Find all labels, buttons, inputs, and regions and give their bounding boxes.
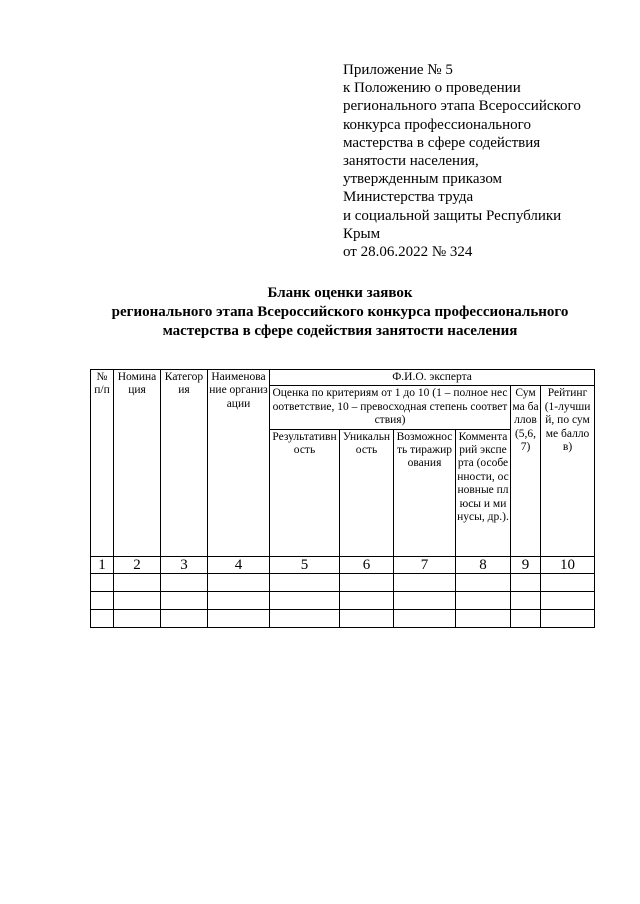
column-numbers-row xyxy=(91,556,595,573)
appendix-line: Приложение № 5 xyxy=(343,62,453,78)
header-col-results: Результативность xyxy=(270,429,340,556)
title-line: регионального этапа Всероссийского конкурса профессионального xyxy=(111,304,569,320)
header-col-rating: Рейтинг (1-лучший, по сумме баллов) xyxy=(541,386,595,556)
header-col-organization: Наименование организации xyxy=(208,370,270,557)
header-col-comment: Комментарий эксперта (особенности, основные плюсы и минусы, др.). xyxy=(456,429,511,556)
column-number: 6 xyxy=(340,556,394,573)
table-cell[interactable] xyxy=(456,591,511,609)
header-col-no: № п/п xyxy=(91,370,114,557)
column-number: 2 xyxy=(114,556,161,573)
table-cell[interactable] xyxy=(340,591,394,609)
table-cell[interactable] xyxy=(541,609,595,627)
header-expert-name: Ф.И.О. эксперта xyxy=(270,370,595,386)
table-cell[interactable] xyxy=(114,609,161,627)
table-row xyxy=(91,591,595,609)
table-cell[interactable] xyxy=(270,573,340,591)
table-cell[interactable] xyxy=(541,573,595,591)
column-number: 7 xyxy=(394,556,456,573)
header-row-1 xyxy=(91,370,595,386)
table-cell[interactable] xyxy=(394,591,456,609)
table-cell[interactable] xyxy=(208,573,270,591)
table-cell[interactable] xyxy=(456,573,511,591)
table-cell[interactable] xyxy=(541,591,595,609)
table-cell[interactable] xyxy=(511,573,541,591)
table-cell[interactable] xyxy=(91,609,114,627)
appendix-line: регионального этапа Всероссийского xyxy=(343,98,581,115)
table-cell[interactable] xyxy=(208,609,270,627)
column-number: 3 xyxy=(161,556,208,573)
column-number: 5 xyxy=(270,556,340,573)
header-col-replication: Возможность тиражирования xyxy=(394,429,456,556)
appendix-line: конкурса профессионального xyxy=(343,116,531,133)
table-cell[interactable] xyxy=(394,609,456,627)
evaluation-table xyxy=(90,369,595,628)
appendix-line: мастерства в сфере содействия xyxy=(343,134,541,151)
table-cell[interactable] xyxy=(511,591,541,609)
table-cell[interactable] xyxy=(511,609,541,627)
column-number: 4 xyxy=(208,556,270,573)
table-cell[interactable] xyxy=(270,609,340,627)
appendix-line: к Положению о проведении xyxy=(343,80,521,97)
table-cell[interactable] xyxy=(91,591,114,609)
table-cell[interactable] xyxy=(456,609,511,627)
table-cell[interactable] xyxy=(161,609,208,627)
table-cell[interactable] xyxy=(114,573,161,591)
column-number: 9 xyxy=(511,556,541,573)
table-cell[interactable] xyxy=(208,591,270,609)
header-col-category: Категория xyxy=(161,370,208,557)
table-row xyxy=(91,609,595,627)
header-col-nomination: Номинация xyxy=(114,370,161,557)
appendix-line: от 28.06.2022 № 324 xyxy=(343,244,473,261)
column-number: 8 xyxy=(456,556,511,573)
appendix-line: Крым xyxy=(343,225,381,242)
header-col-sum: Сумма баллов (5,6, 7) xyxy=(511,386,541,556)
table-cell[interactable] xyxy=(394,573,456,591)
appendix-line: Министерства труда xyxy=(343,189,474,206)
table-cell[interactable] xyxy=(91,573,114,591)
header-criteria: Оценка по критериям от 1 до 10 (1 – полное несоответствие, 10 – превосходная степень соответствия) xyxy=(270,386,511,429)
appendix-line: утвержденным приказом xyxy=(343,171,503,188)
table-cell[interactable] xyxy=(161,573,208,591)
column-number: 1 xyxy=(91,556,114,573)
appendix-block xyxy=(343,61,633,261)
title-line: Бланк оценки заявок xyxy=(267,285,413,301)
appendix-line: занятости населения, xyxy=(343,153,479,170)
header-col-uniqueness: Уникальность xyxy=(340,429,394,556)
table-cell[interactable] xyxy=(114,591,161,609)
table-cell[interactable] xyxy=(161,591,208,609)
table-cell[interactable] xyxy=(340,573,394,591)
title-line: мастерства в сфере содействия занятости населения xyxy=(162,323,518,339)
form-title xyxy=(40,284,640,341)
table-row xyxy=(91,573,595,591)
appendix-line: и социальной защиты Республики xyxy=(343,207,562,224)
table-cell[interactable] xyxy=(270,591,340,609)
table-cell[interactable] xyxy=(340,609,394,627)
column-number: 10 xyxy=(541,556,595,573)
